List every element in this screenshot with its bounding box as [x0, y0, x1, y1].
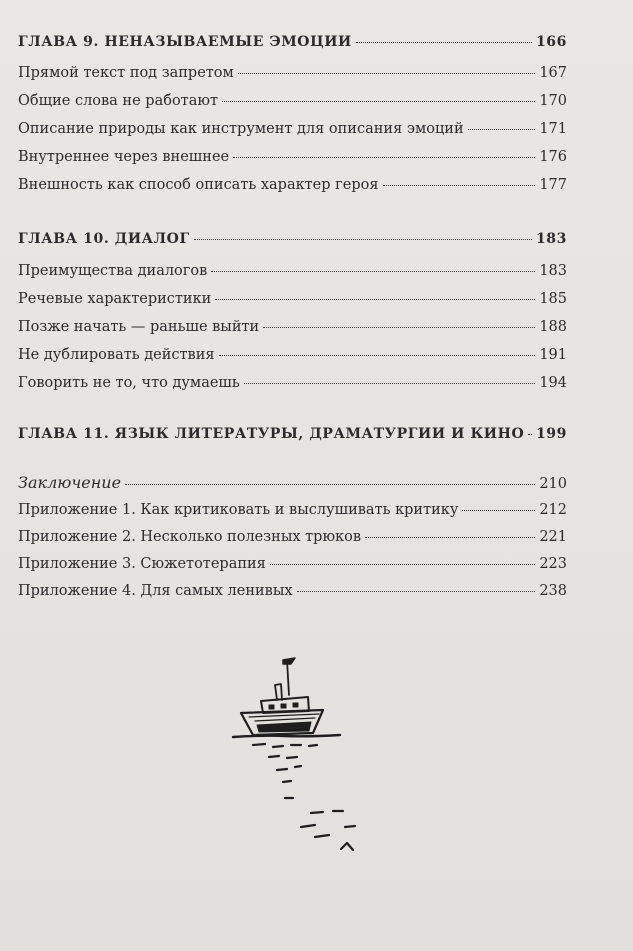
toc-entry[interactable] [18, 261, 567, 281]
appendix-title: Приложение 1. Как критиковать и выслушивать критику [18, 502, 459, 518]
page-number: 199 [535, 426, 567, 442]
mast [287, 660, 289, 695]
dot-leader [125, 483, 535, 485]
page-number: 183 [539, 263, 567, 279]
chapter-title: ГЛАВА 9. НЕНАЗЫВАЕМЫЕ ЭМОЦИИ [18, 34, 352, 50]
page-number: 171 [539, 121, 567, 137]
entry-title: Преимущества диалогов [18, 263, 208, 279]
entry-title: Общие слова не работают [18, 93, 218, 109]
entry-title: Речевые характеристики [18, 291, 212, 307]
dot-leader [356, 41, 532, 43]
toc-appendix[interactable] [18, 500, 567, 520]
page-number: 176 [539, 149, 567, 165]
page-number: 166 [535, 34, 567, 50]
toc-entry[interactable] [18, 119, 567, 139]
toc-chapter-9[interactable] [18, 32, 567, 52]
dot-leader [468, 128, 536, 130]
toc-entry[interactable] [18, 147, 567, 167]
toc-entry[interactable] [18, 289, 567, 309]
page-number: 183 [535, 231, 567, 247]
chimney [275, 684, 282, 700]
toc-entry[interactable] [18, 91, 567, 111]
entry-title: Описание природы как инструмент для описания эмоций [18, 121, 464, 137]
waterline [233, 735, 340, 737]
dot-leader [244, 382, 536, 384]
hull-fill [257, 722, 311, 732]
dot-leader [263, 326, 535, 328]
window [281, 704, 286, 708]
page-number: 185 [539, 291, 567, 307]
chapter-title: ГЛАВА 11. ЯЗЫК ЛИТЕРАТУРЫ, ДРАМАТУРГИИ И КИНО [18, 426, 525, 442]
toc-chapter-10[interactable] [18, 229, 567, 249]
dot-leader [238, 72, 535, 74]
entry-title: Не дублировать действия [18, 347, 215, 363]
dot-leader [222, 100, 535, 102]
toc-entry[interactable] [18, 373, 567, 393]
toc-appendix[interactable] [18, 527, 567, 547]
entry-title: Говорить не то, что думаешь [18, 375, 240, 391]
flag [283, 658, 295, 664]
toc-entry[interactable] [18, 345, 567, 365]
toc-appendix[interactable] [18, 581, 567, 601]
dot-leader [219, 354, 536, 356]
dot-leader [215, 298, 535, 300]
page-number: 223 [539, 556, 567, 572]
page-number: 167 [539, 65, 567, 81]
dot-leader [233, 156, 535, 158]
toc-entry[interactable] [18, 63, 567, 83]
page-number: 191 [539, 347, 567, 363]
page-number: 212 [539, 502, 567, 518]
toc-entry[interactable] [18, 317, 567, 337]
dot-leader [462, 509, 535, 511]
entry-title: Внешность как способ описать характер героя [18, 177, 379, 193]
dot-leader [270, 563, 536, 565]
window [293, 703, 298, 707]
entry-title: Прямой текст под запретом [18, 65, 234, 81]
toc-entry[interactable] [18, 175, 567, 195]
dot-leader [211, 270, 535, 272]
toc-appendix[interactable] [18, 554, 567, 574]
dot-leader [383, 184, 536, 186]
page-number: 238 [539, 583, 567, 599]
dot-leader [194, 238, 532, 240]
conclusion-title: Заключение [18, 473, 122, 492]
appendix-title: Приложение 3. Сюжетотерапия [18, 556, 266, 572]
appendix-title: Приложение 4. Для самых ленивых [18, 583, 293, 599]
page-number: 210 [539, 476, 567, 492]
page-number: 177 [539, 177, 567, 193]
toc-conclusion[interactable] [18, 473, 567, 494]
dot-leader [297, 590, 536, 592]
dot-leader [365, 536, 535, 538]
chapter-title: ГЛАВА 10. ДИАЛОГ [18, 231, 190, 247]
boat-icon [225, 655, 375, 870]
dot-leader [528, 433, 532, 435]
entry-title: Внутреннее через внешнее [18, 149, 230, 165]
window [269, 705, 274, 709]
page-number: 188 [539, 319, 567, 335]
entry-title: Позже начать — раньше выйти [18, 319, 260, 335]
appendix-title: Приложение 2. Несколько полезных трюков [18, 529, 362, 545]
wave-marks [253, 744, 355, 850]
toc-chapter-11[interactable] [18, 424, 567, 444]
hull-shade [249, 714, 319, 721]
page-number: 170 [539, 93, 567, 109]
page-number: 221 [539, 529, 567, 545]
page-number: 194 [539, 375, 567, 391]
